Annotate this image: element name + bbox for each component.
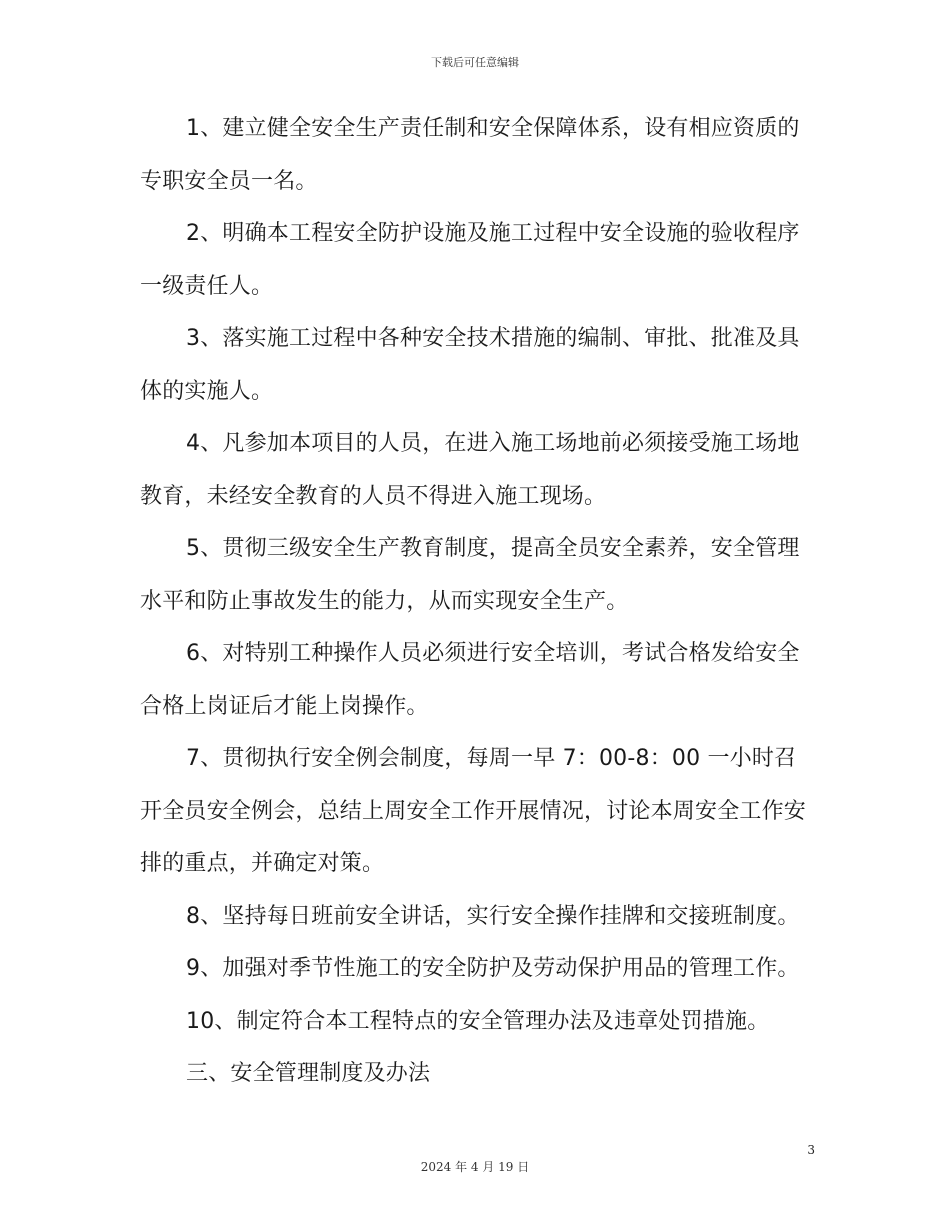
footer-date: 2024 年 4 月 19 日 <box>420 1160 530 1174</box>
paragraph-7: 7、贯彻执行安全例会制度，每周一早 7：00-8：00 一小时召开全员安全例会，总结上周安全工作开展情况，讨论本周安全工作安排的重点，并确定对策。 <box>140 746 807 876</box>
section-heading: 三、安全管理制度及办法 <box>186 1061 431 1086</box>
paragraph-2: 2、明确本工程安全防护设施及施工过程中安全设施的验收程序一级责任人。 <box>140 221 800 299</box>
document-body <box>140 103 815 1101</box>
paragraph-4: 4、凡参加本项目的人员，在进入施工场地前必须接受施工场地教育，未经安全教育的人员不得进入施工现场。 <box>140 431 800 509</box>
page-number: 3 <box>807 1143 815 1157</box>
paragraph-6: 6、对特别工种操作人员必须进行安全培训，考试合格发给安全合格上岗证后才能上岗操作。 <box>140 641 800 719</box>
paragraph-1: 1、建立健全安全生产责任制和安全保障体系，设有相应资质的专职安全员一名。 <box>140 116 800 194</box>
paragraph-10: 10、制定符合本工程特点的安全管理办法及违章处罚措施。 <box>186 1008 770 1034</box>
paragraph-3: 3、落实施工过程中各种安全技术措施的编制、审批、批准及具体的实施人。 <box>140 326 800 404</box>
page-header: 下载后可任意编辑 <box>431 56 519 69</box>
paragraph-5: 5、贯彻三级安全生产教育制度，提高全员安全素养，安全管理水平和防止事故发生的能力，从而实现安全生产。 <box>140 536 800 614</box>
paragraph-9: 9、加强对季节性施工的安全防护及劳动保护用品的管理工作。 <box>186 956 800 981</box>
paragraph-8: 8、坚持每日班前安全讲话，实行安全操作挂牌和交接班制度。 <box>186 903 800 929</box>
